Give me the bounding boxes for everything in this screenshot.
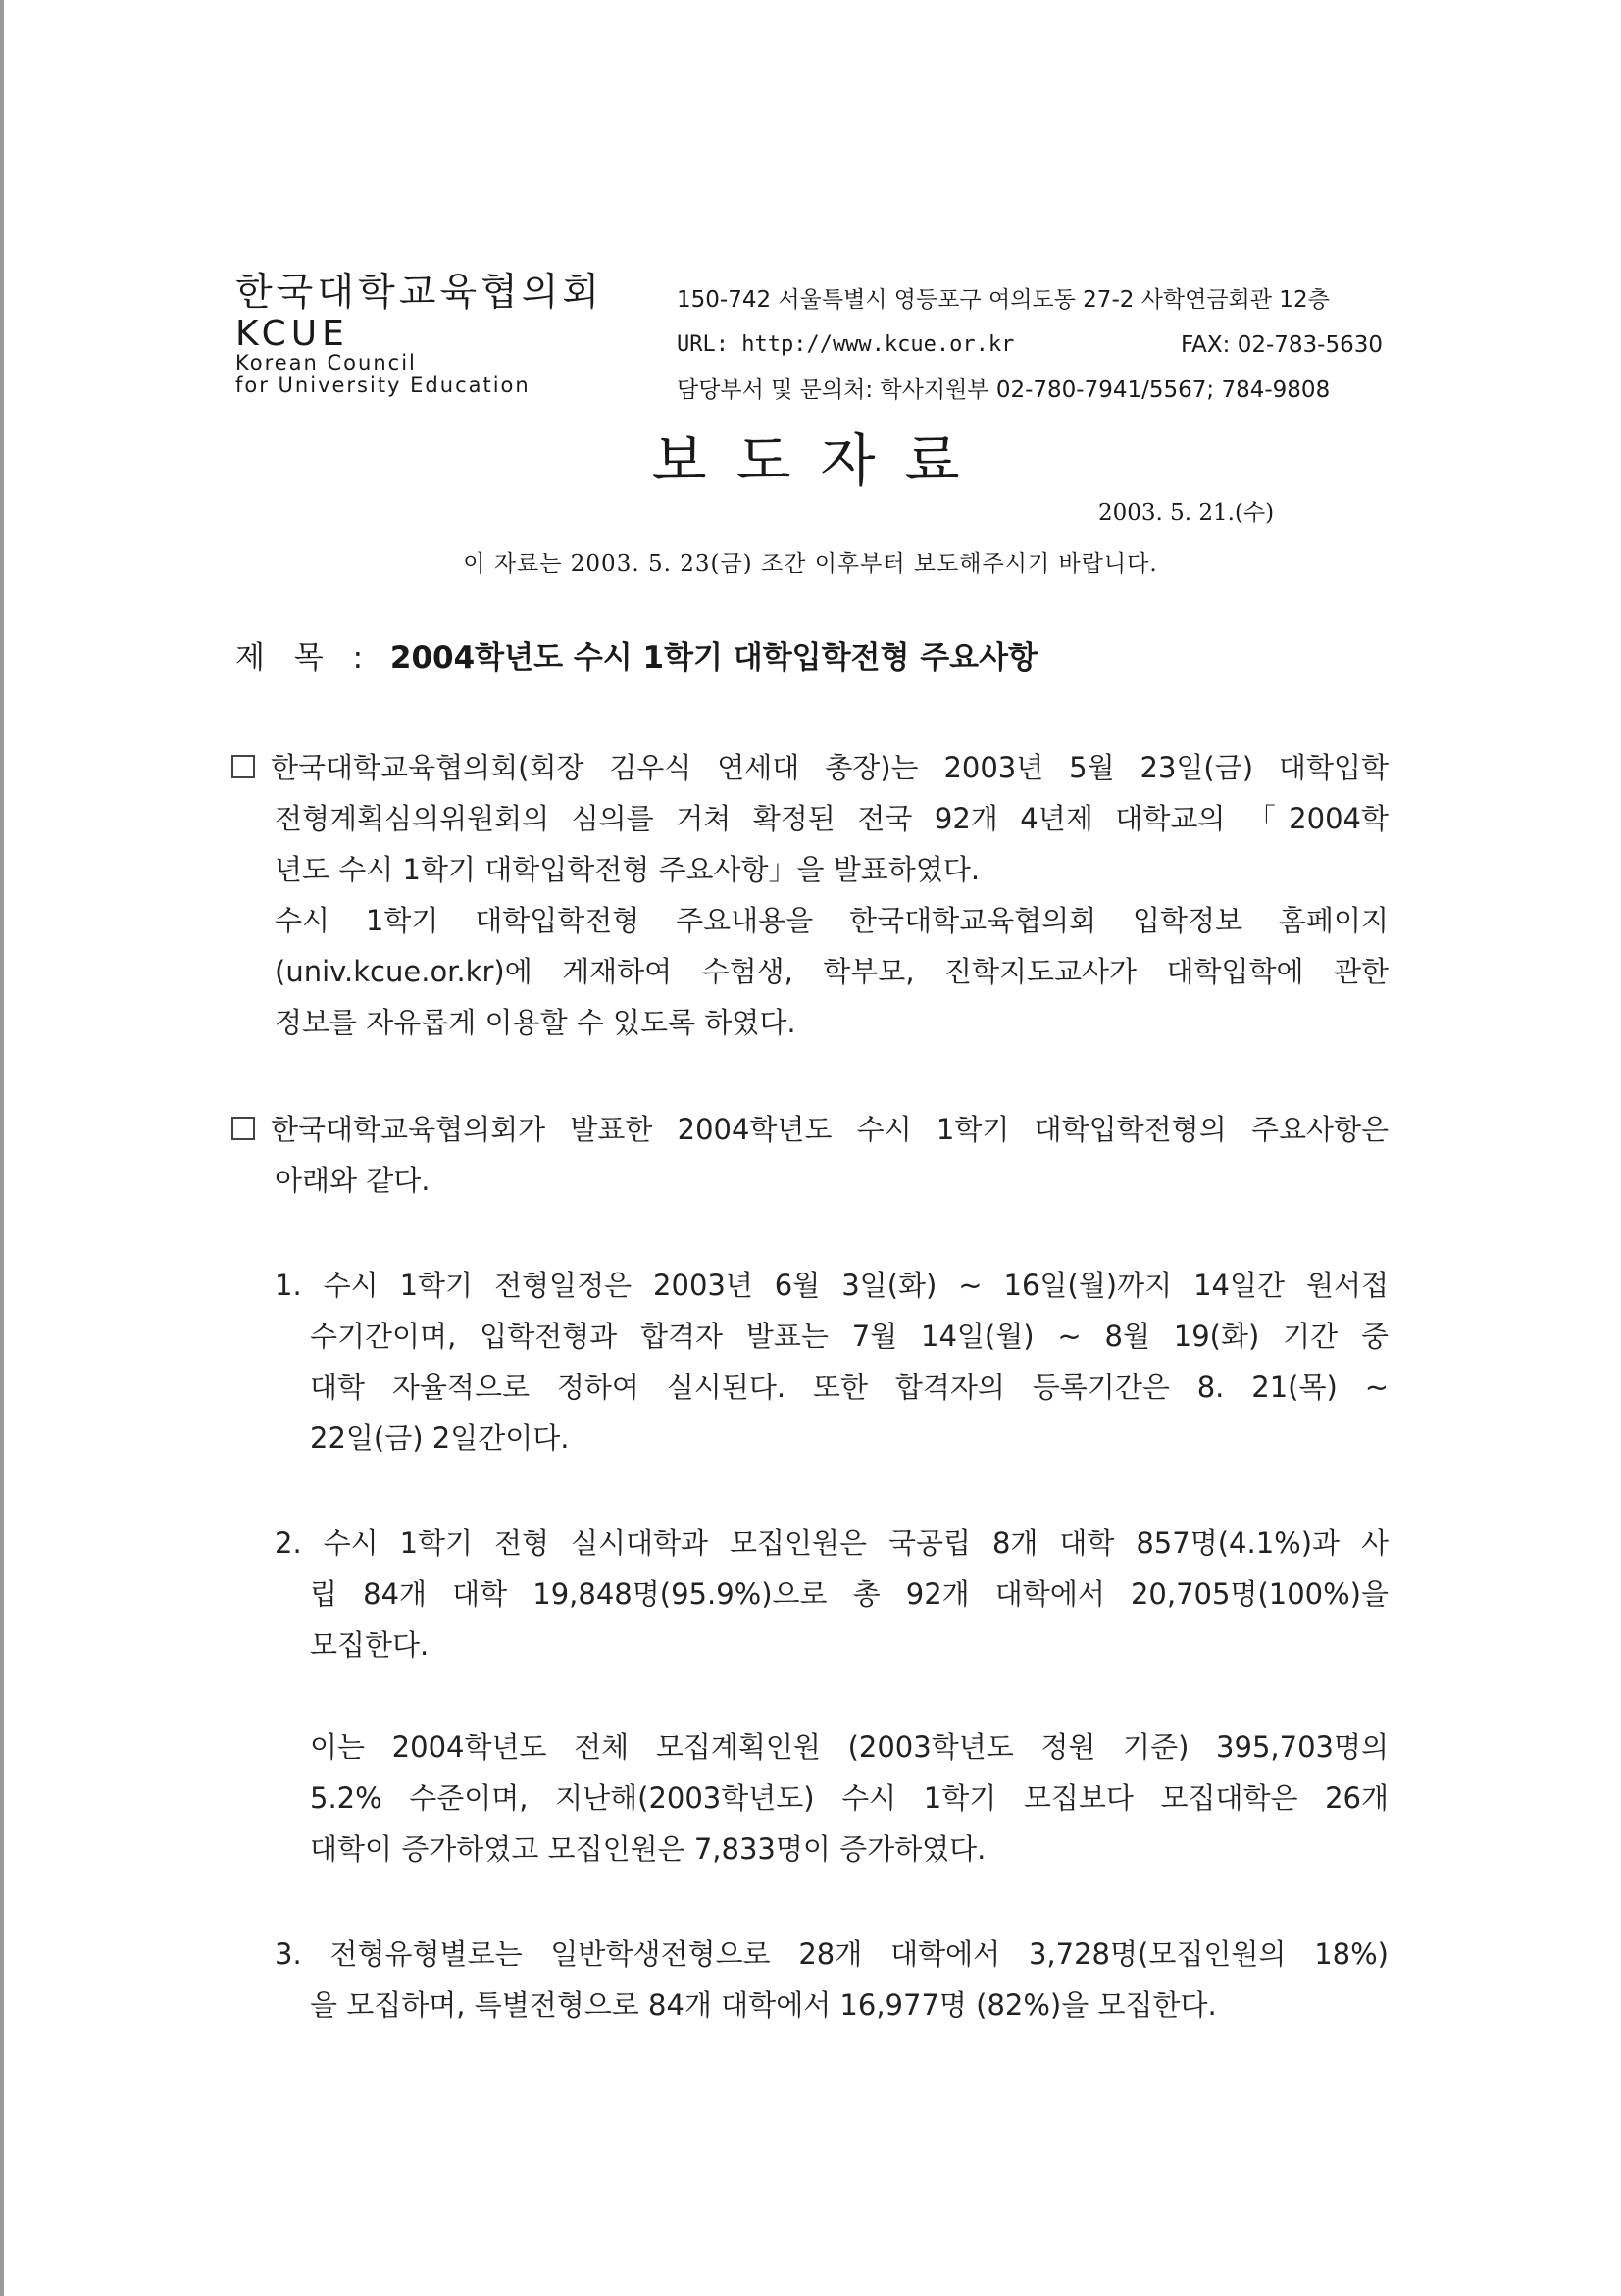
contact-department: 담당부서 및 문의처: 학사지원부 02-780-7941/5567; 784-9808	[677, 377, 1331, 403]
page-title: 보도자료	[651, 427, 989, 494]
paragraph-line: 이는 2004학년도 전체 모집계획인원 (2003학년도 정원 기준) 395,703명의	[310, 1730, 1389, 1764]
paragraph-line: 22일(금) 2일간이다.	[310, 1422, 570, 1455]
paragraph-line: 수시 1학기 대학입학전형 주요내용을 한국대학교육협의회 입학정보 홈페이지	[275, 904, 1389, 937]
paragraph-line: 아래와 같다.	[275, 1164, 431, 1197]
list-item-admission-types	[231, 1928, 1389, 2030]
address: 150-742 서울특별시 영등포구 여의도동 27-2 사학연금회관 12층	[677, 287, 1330, 313]
url: URL: http://www.kcue.or.kr	[677, 332, 1015, 357]
org-name-korean: 한국대학교육협의회	[235, 271, 604, 315]
checkbox-bullet-icon	[231, 755, 255, 778]
paragraph-line: 전형계획심의위원회의 심의를 거쳐 확정된 전국 92개 4년제 대학교의 「2004학	[275, 802, 1389, 835]
issue-date: 2003. 5. 21.(수)	[1098, 500, 1275, 525]
paragraph-line: 수기간이며, 입학전형과 합격자 발표는 7월 14일(월) ~ 8월 19(화) 기간 중	[310, 1320, 1389, 1353]
list-item-enrollment-note	[231, 1722, 1389, 1874]
org-abbreviation: KCUE	[235, 314, 349, 354]
page-left-edge	[0, 0, 4, 2296]
fax: FAX: 02-783-5630	[1181, 332, 1383, 358]
paragraph-line: 대학 자율적으로 정하여 실시된다. 또한 합격자의 등록기간은 8. 21(목) ~	[310, 1371, 1389, 1404]
paragraph-line: 모집한다.	[310, 1628, 430, 1662]
org-identity	[235, 270, 647, 397]
org-contact-info	[677, 277, 1422, 413]
subject-label: 제 목 :	[235, 640, 374, 675]
paragraph-line: 5.2% 수준이며, 지난해(2003학년도) 수시 1학기 모집보다 모집대학은 26개	[310, 1781, 1389, 1815]
org-name-english-line1: Korean Council	[235, 351, 417, 374]
paragraph-line: 3. 전형유형별로는 일반학생전형으로 28개 대학에서 3,728명(모집인원의 18%)	[275, 1937, 1389, 1971]
letterhead	[235, 270, 1412, 417]
paragraph-line: 2. 수시 1학기 전형 실시대학과 모집인원은 국공립 8개 대학 857명(4.1%)과 사	[275, 1526, 1389, 1560]
paragraph-line: (univ.kcue.or.kr)에 게재하여 수험생, 학부모, 진학지도교사가 대학입학에 관한	[275, 955, 1389, 988]
subject-text: 2004학년도 수시 1학기 대학입학전형 주요사항	[389, 640, 1038, 675]
paragraph-line: 립 84개 대학 19,848명(95.9%)으로 총 92개 대학에서 20,705명(100%)을	[310, 1577, 1389, 1611]
paragraph-line: 을 모집하며, 특별전형으로 84개 대학에서 16,977명 (82%)을 모집한다.	[310, 1988, 1217, 2021]
url-fax-line	[677, 323, 1422, 368]
checkbox-bullet-icon	[231, 1117, 255, 1140]
embargo-notice: 이 자료는 2003. 5. 23(금) 조간 이후부터 보도해주시기 바랍니다.	[463, 551, 1158, 576]
paragraph-summary-intro	[231, 1104, 1389, 1206]
subject-line	[235, 632, 1038, 676]
paragraph-announcement	[231, 742, 1389, 1048]
paragraph-line: 한국대학교육협의회(회장 김우식 연세대 총장)는 2003년 5월 23일(금) 대학입학	[231, 742, 1389, 793]
paragraph-line: 1. 수시 1학기 전형일정은 2003년 6월 3일(화) ~ 16일(월)까지 14일간 원서접	[275, 1269, 1389, 1302]
paragraph-line: 대학이 증가하였고 모집인원은 7,833명이 증가하였다.	[310, 1832, 987, 1866]
list-item-schedule	[231, 1260, 1389, 1464]
paragraph-line: 년도 수시 1학기 대학입학전형 주요사항」을 발표하였다.	[275, 853, 981, 886]
org-name-english-line2: for University Education	[235, 374, 531, 397]
paragraph-line: 한국대학교육협의회가 발표한 2004학년도 수시 1학기 대학입학전형의 주요사항은	[231, 1104, 1389, 1155]
paragraph-line: 정보를 자유롭게 이용할 수 있도록 하였다.	[275, 1006, 796, 1039]
list-item-enrollment	[231, 1518, 1389, 1671]
